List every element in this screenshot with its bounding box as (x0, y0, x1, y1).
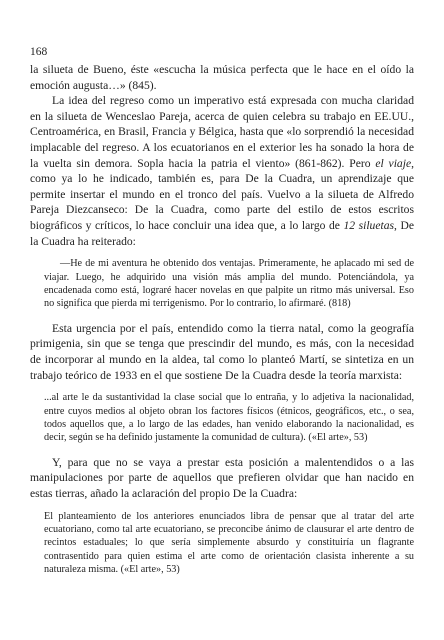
paragraph-2-text-a: La idea del regreso como un imperativo está expresada con mucha claridad en la silueta de Wenceslao Pareja, acerca de quien celebra su trabajo en EE.UU., Centroamérica, en Brasil, Francia y Bélgica, hasta que «lo sorprendió la necesidad implacable del regreso. A los ecuatorianos en el exterior les ha sonado la hora de la vuelta sin demora. Sopla hacia la patria el viento» (861-862). Pero (30, 94, 414, 170)
paragraph-2-italic-b: 12 siluetas (343, 218, 395, 232)
block-quote-1: —He de mi aventura he obtenido dos ventajas. Primeramente, he aplacado mi sed de viajar. Luego, he adquirido una visión más amplia del mundo. Potenciándola, ya encadenada como está, lograré hacer novelas en que palpite un ritmo más universal. Eso no significa que pierda mi terrigenismo. Por lo contrario, lo afirmaré. (818) (44, 258, 414, 310)
paragraph-3: Esta urgencia por el país, entendido como la tierra natal, como la geografía primigenia, sin que se tenga que prescindir del mundo, es más, con la necesidad de incorporar al mundo en la aldea, tal como lo planteó Martí, se sintetiza en un trabajo teórico de 1933 en el que sostiene De la Cuadra desde la teoría marxista: (30, 321, 414, 382)
paragraph-1 (30, 62, 414, 93)
paragraph-2-text-b: , como ya lo he indicado, también es, para De la Cuadra, un aprendizaje que permite insertar el mundo en el tronco del país. Vuelvo a la silueta de Alfredo Pareja Diezcanseco: De la Cuadra, como parte del estilo de estos escritos biográficos y críticos, lo hace concluir una idea que, a lo largo de (30, 156, 414, 232)
page-number: 168 (30, 46, 48, 58)
paragraph-1-text: la silueta de Bueno, éste «escucha la música perfecta que le hace en el oído la emoción augusta…» (845). (30, 63, 414, 92)
block-quote-3: El planteamiento de los anteriores enunciados libra de pensar que al tratar del arte ecuatoriano, como tal arte ecuatoriano, se preconcibe ánimo de clausurar el arte dentro de recintos estaduales; lo que sería simplemente absurdo y constituiría un flagrante contrasentido para quien estima el arte como de orientación clasista inherente a su naturaleza misma. («El arte», 53) (44, 510, 414, 576)
paragraph-2 (30, 93, 414, 249)
paragraph-2-italic-a: el viaje (375, 156, 412, 170)
paragraph-2-text-c: , De la Cuadra ha reiterado: (30, 218, 414, 248)
block-quote-2: ...al arte le da sustantividad la clase social que lo entraña, y lo adjetiva la nacionalidad, entre cuyos medios al objeto obran los factores físicos (étnicos, geográficos, etc., o sea, todos aquellos que, a lo largo de las edades, han venido elaborando la nacionalidad, es decir, según se ha definido justamente la comunidad de cultura). («El arte», 53) (44, 392, 414, 444)
paragraph-4: Y, para que no se vaya a prestar esta posición a malentendidos o a las manipulaciones por parte de aquellos que prefieren olvidar que han nacido en estas tierras, añado la aclaración del propio De la Cuadra: (30, 455, 414, 500)
